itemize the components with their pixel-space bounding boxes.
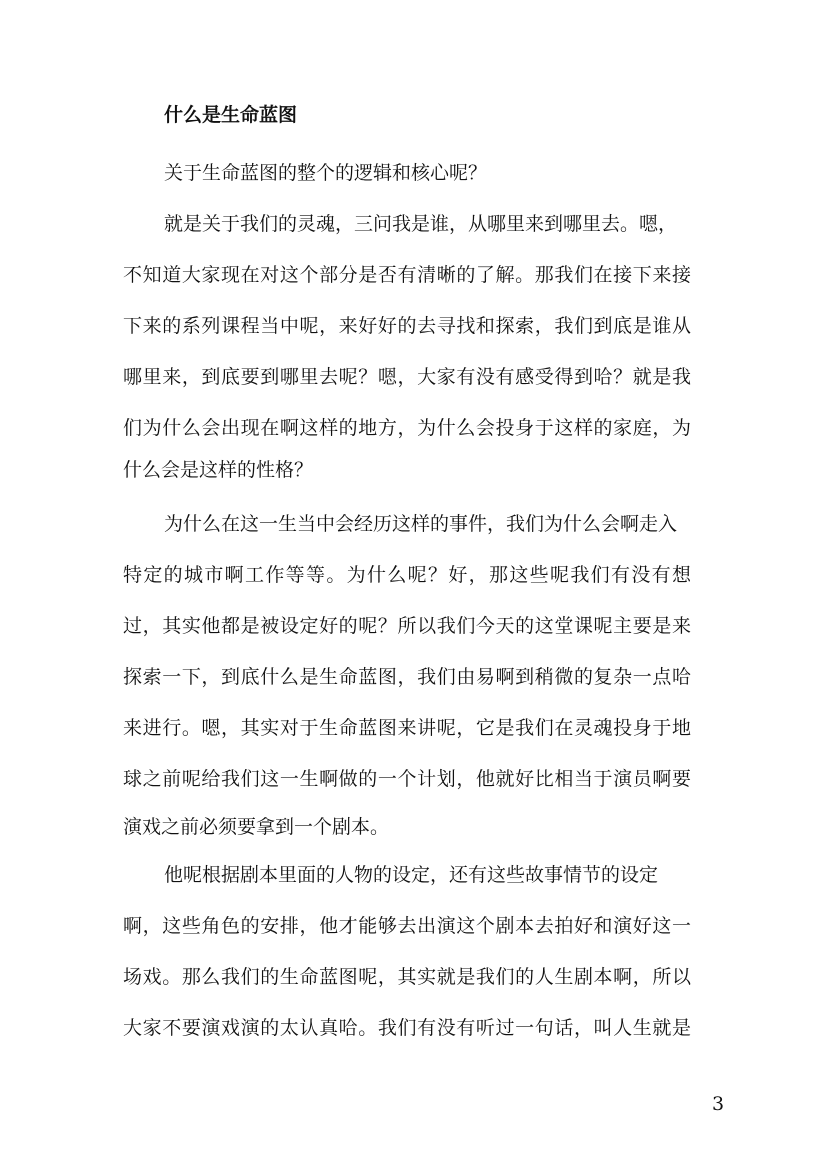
paragraph-line: 啊，这些角色的安排，他才能够去出演这个剧本去拍好和演好这一 (123, 915, 691, 937)
paragraph-line: 下来的系列课程当中呢，来好好的去寻找和探索，我们到底是谁从 (123, 315, 691, 337)
paragraph-line: 关于生命蓝图的整个的逻辑和核心呢？ (164, 162, 488, 184)
paragraph-line: 球之前呢给我们这一生啊做的一个计划，他就好比相当于演员啊要 (123, 768, 691, 790)
paragraph-line: 特定的城市啊工作等等。为什么呢？好，那这些呢我们有没有想 (123, 564, 691, 586)
paragraph-line: 就是关于我们的灵魂，三问我是谁，从哪里来到哪里去。嗯， (164, 213, 678, 235)
paragraph-line: 什么会是这样的性格？ (123, 459, 314, 481)
paragraph-line: 演戏之前必须要拿到一个剧本。 (123, 816, 390, 838)
paragraph-line: 大家不要演戏演的太认真哈。我们有没有听过一句话，叫人生就是 (123, 1017, 691, 1039)
paragraph-line: 们为什么会出现在啊这样的地方，为什么会投身于这样的家庭，为 (123, 417, 691, 439)
page-number: 3 (712, 1093, 725, 1115)
paragraph-line: 过，其实他都是被设定好的呢？所以我们今天的这堂课呢主要是来 (123, 615, 691, 637)
paragraph-line: 不知道大家现在对这个部分是否有清晰的了解。那我们在接下来接 (123, 264, 691, 286)
section-heading: 什么是生命蓝图 (164, 104, 298, 126)
paragraph-line: 他呢根据剧本里面的人物的设定，还有这些故事情节的设定 (164, 864, 659, 886)
paragraph-line: 场戏。那么我们的生命蓝图呢，其实就是我们的人生剧本啊，所以 (123, 966, 691, 988)
paragraph-line: 来进行。嗯，其实对于生命蓝图来讲呢，它是我们在灵魂投身于地 (123, 717, 691, 739)
paragraph-line: 探索一下，到底什么是生命蓝图，我们由易啊到稍微的复杂一点哈 (123, 666, 691, 688)
paragraph-line: 哪里来，到底要到哪里去呢？嗯，大家有没有感受得到哈？就是我 (123, 366, 691, 388)
paragraph-line: 为什么在这一生当中会经历这样的事件，我们为什么会啊走入 (164, 513, 678, 535)
